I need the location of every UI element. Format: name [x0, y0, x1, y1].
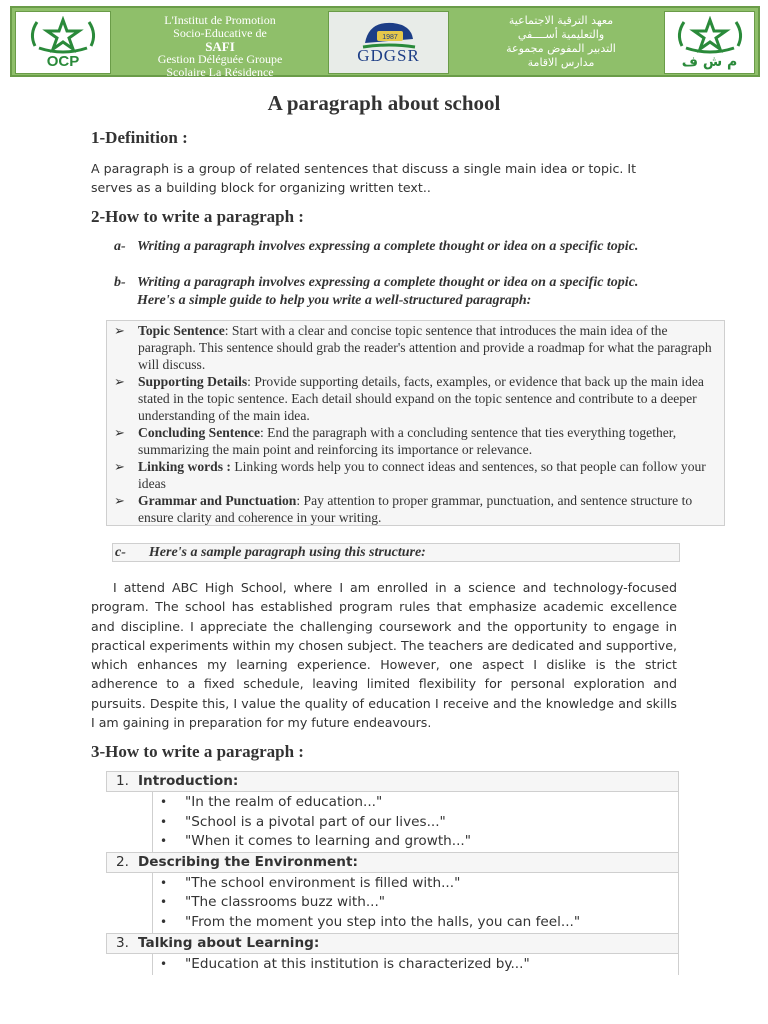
- bullet-icon: •: [160, 875, 168, 890]
- list-item: [153, 893, 678, 913]
- institution-name-ar: [454, 14, 668, 70]
- definition-text: A paragraph is a group of related sentences that discuss a single main idea or topic. It serves as a building block for organizing written text..: [91, 161, 637, 195]
- tip-item: [114, 322, 722, 373]
- how-to-heading: 2-How to write a paragraph :: [91, 207, 304, 226]
- tip-item: [114, 492, 722, 526]
- ocp-logo-text: OCP: [46, 53, 80, 70]
- item-text: Writing a paragraph involves expressing a complete thought or idea on a specific topic. Here's a simple guide to help you write a well-structured paragraph:: [137, 275, 639, 308]
- tip-separator: :: [247, 374, 255, 389]
- institution-ar-line: معهد الترقية الاجتماعية: [508, 14, 614, 27]
- institution-ar-line: والتعليمية أســــفي: [517, 28, 605, 41]
- row-label: Describing the Environment:: [138, 853, 358, 870]
- phrase-text: "In the realm of education...": [185, 794, 383, 810]
- institution-ar-line: التدبير المفوض مجموعة: [506, 42, 616, 55]
- list-item: [153, 955, 678, 975]
- tip-item: [114, 424, 722, 458]
- tip-text: Pay attention to proper grammar, punctuation, and sentence structure to ensure clarity and coherence in your writing.: [138, 493, 693, 525]
- phrase-text: "The classrooms buzz with...": [185, 894, 386, 911]
- phrase-text: "Education at this institution is characterized by...": [185, 955, 530, 972]
- tip-item: [114, 373, 722, 424]
- sample-intro: [112, 543, 680, 562]
- tip-separator: :: [296, 493, 304, 508]
- phrase-list: [152, 873, 679, 934]
- steps-heading: 3-How to write a paragraph :: [91, 742, 304, 761]
- mcf-logo-text: م ش ف: [681, 54, 738, 70]
- arrow-bullet-icon: ➢: [114, 374, 125, 389]
- item-text: Writing a paragraph involves expressing a complete thought or idea on a specific topic.: [137, 239, 639, 254]
- gdgsr-logo: [328, 11, 449, 74]
- list-item: [153, 874, 678, 894]
- row-label: Introduction:: [138, 773, 239, 789]
- item-marker: a-: [114, 239, 126, 254]
- arrow-bullet-icon: ➢: [114, 459, 125, 474]
- row-number: 1.: [116, 773, 129, 789]
- bullet-icon: •: [160, 834, 168, 849]
- item-marker: c-: [115, 545, 126, 560]
- arrow-bullet-icon: ➢: [114, 323, 125, 338]
- numbered-row: [106, 852, 679, 873]
- row-label: Talking about Learning:: [138, 934, 320, 951]
- numbered-row: [106, 771, 679, 792]
- institution-fr-line: Gestion Déléguée Groupe: [157, 52, 283, 66]
- tip-term: Concluding Sentence: [138, 425, 260, 440]
- list-item: [153, 793, 678, 813]
- bullet-icon: •: [160, 795, 168, 809]
- mcf-star-emblem-icon: [672, 16, 748, 56]
- ocp-logo: [15, 11, 111, 74]
- institution-fr-line: Scolaire La Résidence: [166, 65, 274, 79]
- list-item: [153, 913, 678, 933]
- header-banner: [10, 6, 760, 77]
- page-title: A paragraph about school: [267, 91, 501, 115]
- phrase-text: "From the moment you step into the halls, you can feel...": [185, 913, 581, 930]
- phrase-list: [152, 954, 679, 976]
- tip-term: Topic Sentence: [138, 323, 225, 338]
- phrase-text: "The school environment is filled with...": [185, 874, 461, 891]
- arrow-bullet-icon: ➢: [114, 493, 125, 508]
- ocp-star-emblem-icon: [25, 16, 101, 56]
- lettered-item: [114, 238, 674, 256]
- list-item: [153, 813, 678, 833]
- bullet-icon: •: [160, 956, 168, 971]
- tip-item: [114, 458, 722, 492]
- tip-text: Start with a clear and concise topic sentence that introduces the main idea of the paragraph. This sentence should grab the reader's attention and provide a roadmap for what the paragraph will discuss.: [138, 323, 712, 372]
- tip-term: Grammar and Punctuation: [138, 493, 297, 508]
- tip-separator: :: [224, 323, 232, 338]
- tip-text: Linking words help you to connect ideas and sentences, so that people can follow your ideas: [138, 459, 706, 491]
- paragraph-tips-box: [106, 320, 725, 526]
- gdgsr-logo-text: GDGSR: [357, 46, 420, 65]
- lettered-item: [114, 274, 674, 310]
- item-marker: b-: [114, 275, 126, 290]
- tip-term: Supporting Details: [138, 374, 248, 389]
- bullet-icon: •: [160, 895, 168, 910]
- bullet-icon: •: [160, 914, 168, 929]
- arrow-bullet-icon: ➢: [114, 425, 125, 440]
- institution-ar-line: مدارس الاقامة: [527, 56, 595, 69]
- tip-term: Linking words :: [138, 459, 231, 474]
- tip-separator: :: [259, 425, 268, 440]
- tip-text: End the paragraph with a concluding sentence that ties everything together, summarizing the main point and reinforcing its importance or relevance.: [138, 425, 677, 457]
- institution-fr-line: Socio-Educative de: [173, 26, 267, 40]
- sample-paragraph: I attend ABC High School, where I am enrolled in a science and technology-focused program. The school has established program rules that emphasize academic excellence and discipline. I appreciate the challenging coursework and the opportunity to engage in practical experiments within my chosen subject. The teachers are dedicated and supportive, which enhances my learning experience. However, one aspect I dislike is the strict adherence to a fixed schedule, leaving limited flexibility for personal exploration and pursuits. Despite this, I value the quality of education I receive and the knowledge and skills I am gaining in preparation for my future endeavours.: [91, 580, 677, 731]
- mcf-logo: [664, 11, 755, 74]
- row-number: 2.: [116, 853, 129, 870]
- phrase-list: [152, 792, 679, 853]
- item-text: Here's a sample paragraph using this structure:: [148, 545, 426, 560]
- phrase-text: "School is a pivotal part of our lives...": [185, 813, 446, 830]
- definition-heading: 1-Definition :: [91, 128, 188, 147]
- institution-fr-line: SAFI: [205, 39, 235, 54]
- tip-text: Provide supporting details, facts, examples, or evidence that back up the main idea stated in the topic sentence. Each detail should expand on the topic sentence and contribute to a deeper understanding of the main idea.: [138, 374, 704, 423]
- list-item: [153, 832, 678, 852]
- bullet-icon: •: [160, 814, 168, 829]
- numbered-row: [106, 933, 679, 954]
- phrase-starters-table: [106, 772, 679, 975]
- institution-name-fr: [116, 14, 324, 79]
- row-number: 3.: [116, 934, 129, 951]
- institution-fr-line: L'Institut de Promotion: [164, 13, 276, 27]
- phrase-text: "When it comes to learning and growth...": [185, 833, 471, 850]
- gdgsr-year: 1987: [381, 34, 398, 41]
